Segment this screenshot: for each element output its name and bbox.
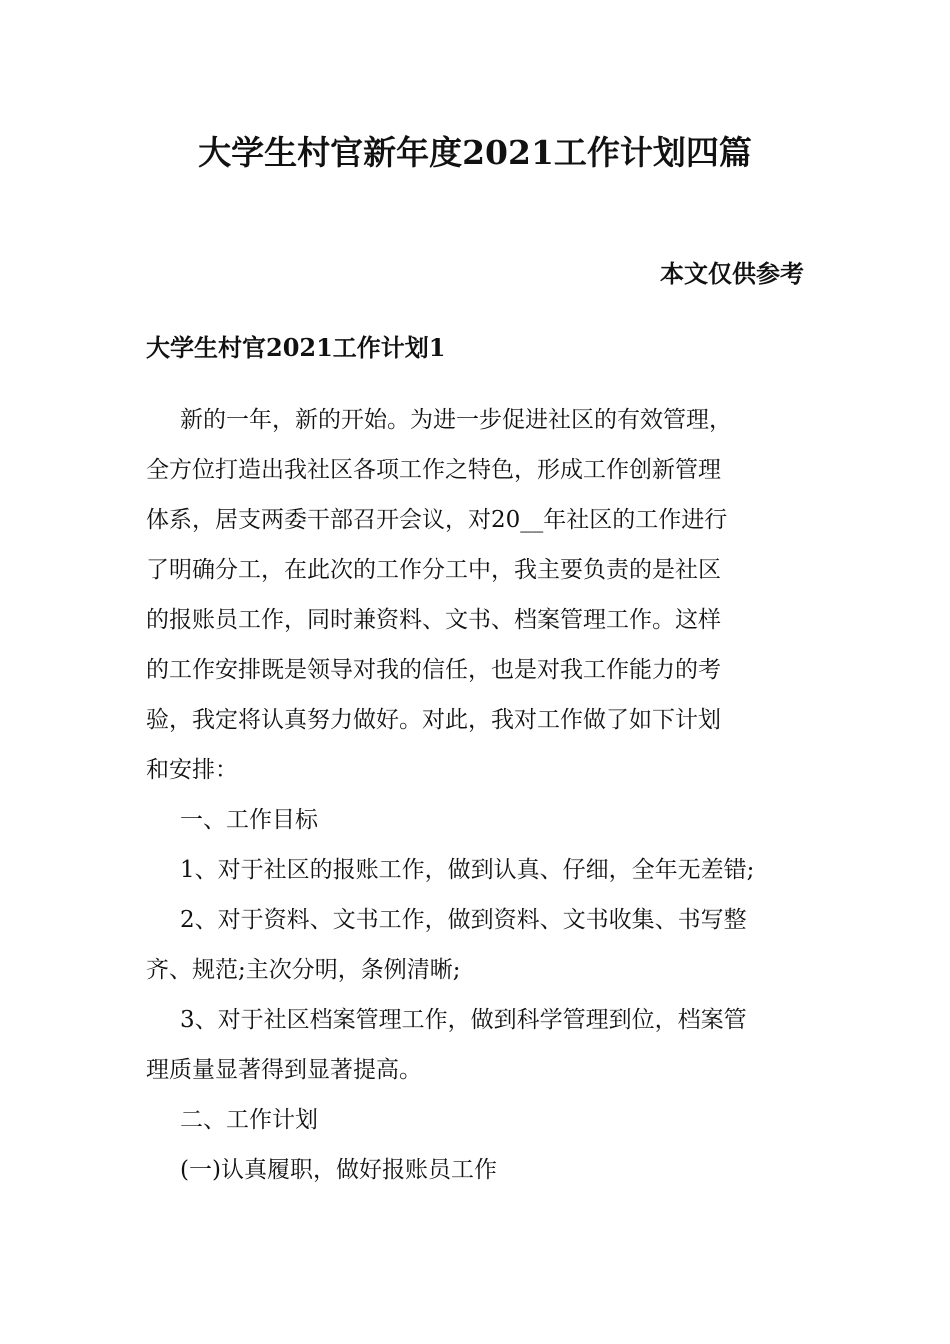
body-text	[146, 395, 816, 1195]
body-line: 二、工作计划	[180, 1107, 318, 1133]
body-line: 1、对于社区的报账工作，做到认真、仔细，全年无差错;	[180, 857, 755, 883]
body-line: 的工作安排既是领导对我的信任，也是对我工作能力的考	[146, 657, 721, 683]
body-line: 和安排：	[146, 757, 238, 783]
document-title: 大学生村官新年度2021工作计划四篇	[198, 133, 752, 172]
body-line: 全方位打造出我社区各项工作之特色，形成工作创新管理	[146, 457, 721, 483]
body-line: 体系，居支两委干部召开会议，对20__年社区的工作进行	[146, 507, 728, 533]
body-line: 齐、规范;主次分明，条例清晰;	[146, 957, 461, 983]
body-line: 3、对于社区档案管理工作，做到科学管理到位，档案管	[180, 1007, 747, 1033]
body-line: 新的一年，新的开始。为进一步促进社区的有效管理，	[180, 407, 732, 433]
body-line: (一)认真履职，做好报账员工作	[180, 1157, 497, 1183]
body-line: 验，我定将认真努力做好。对此，我对工作做了如下计划	[146, 707, 721, 733]
body-line: 了明确分工，在此次的工作分工中，我主要负责的是社区	[146, 557, 721, 583]
body-line: 一、工作目标	[180, 807, 318, 833]
section-heading: 大学生村官2021工作计划1	[146, 333, 446, 362]
reference-note: 本文仅供参考	[660, 259, 804, 288]
body-line: 2、对于资料、文书工作，做到资料、文书收集、书写整	[180, 907, 747, 933]
body-line: 的报账员工作，同时兼资料、文书、档案管理工作。这样	[146, 607, 721, 633]
body-line: 理质量显著得到显著提高。	[146, 1057, 422, 1083]
